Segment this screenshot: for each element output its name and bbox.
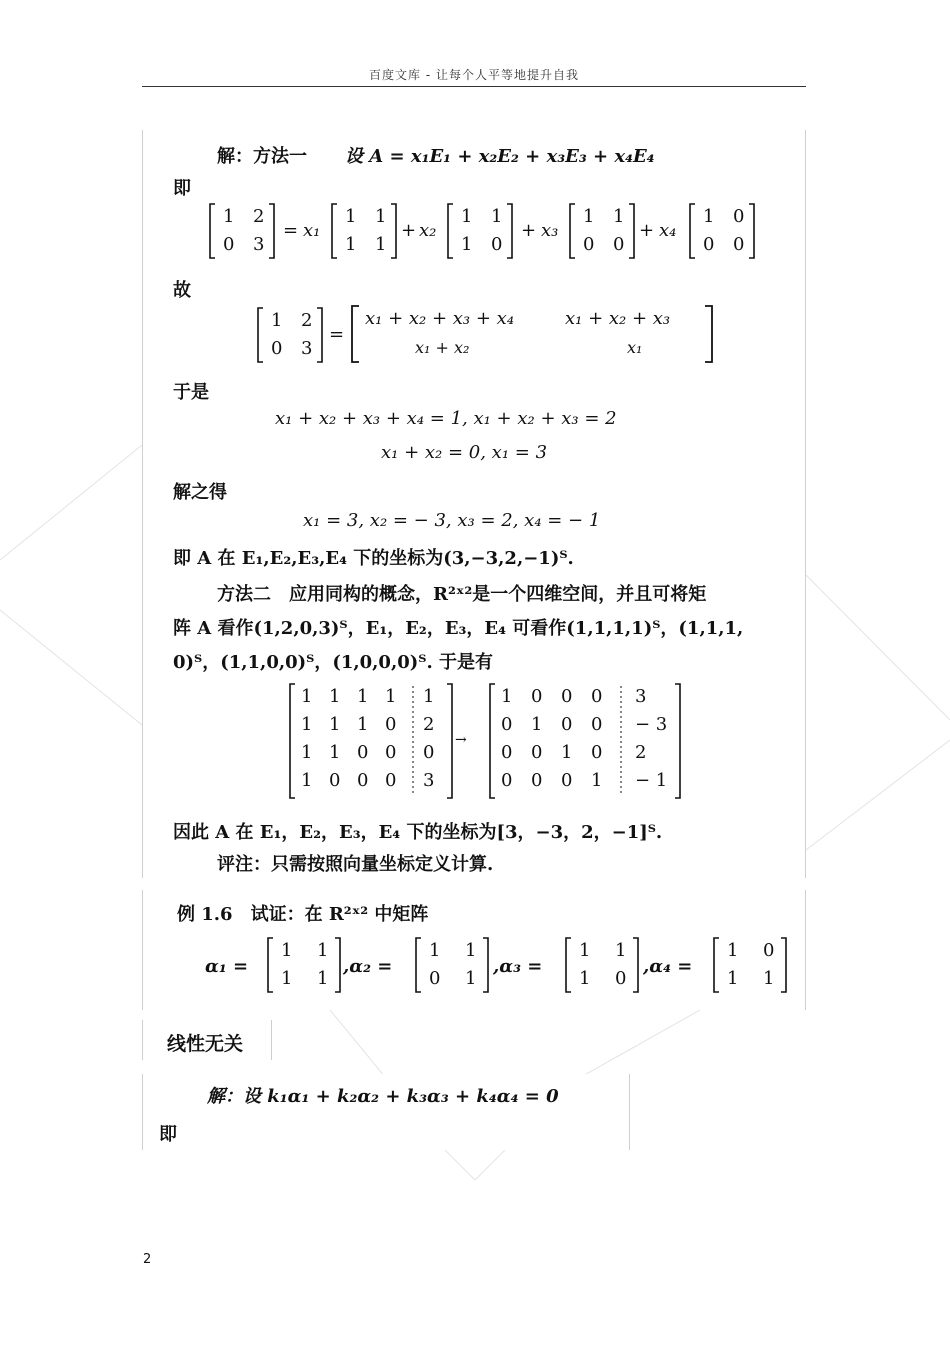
example-title: 例 1.6 试证：在 R²ˣ² 中矩阵	[177, 904, 429, 925]
matrix-cell: 0	[591, 714, 603, 735]
method2-line3: 0)ᵀ，(1,1,0,0)ᵀ，(1,0,0,0)ᵀ. 于是有	[173, 652, 493, 673]
matrix-cell: 0	[561, 714, 573, 735]
matrix-cell: 0	[385, 714, 397, 735]
matrix-e1: 1 1 1 1	[331, 202, 397, 264]
matrix-e4: 1 0 0 0	[689, 202, 755, 264]
method1-label: 解：方法一	[217, 146, 307, 167]
matrix-cell: 0	[501, 714, 513, 735]
ji-label: 即	[173, 178, 191, 199]
solution2-ji: 即	[159, 1124, 177, 1145]
augmented-matrix-right	[489, 682, 681, 804]
matrix-cell: 1	[591, 770, 603, 791]
matrix-cell: 1	[385, 686, 397, 707]
matrix-cell: 0	[531, 742, 543, 763]
alpha3-label: ,α₃ =	[493, 956, 543, 977]
linear-indep-text: 线性无关	[167, 1033, 244, 1055]
matrix-cell: 0	[423, 742, 435, 763]
matrix-cell: 3	[635, 686, 647, 707]
coords-result-1: 即 A 在 E₁,E₂,E₃,E₄ 下的坐标为(3,−3,2,−1)ᵀ.	[173, 548, 574, 569]
augmented-matrix-left	[289, 682, 453, 804]
matrix-cell: 1	[301, 770, 313, 791]
linear-indep-panel	[142, 1020, 272, 1060]
matrix-alpha4: 1 0 1 1	[713, 936, 787, 998]
matrix-cell: − 1	[635, 770, 668, 791]
matrix-alpha3: 1 1 1 0	[565, 936, 639, 998]
arrow-icon: →	[455, 732, 467, 748]
solution-panel: 解：方法一 设 A = x₁E₁ + x₂E₂ + x₃E₃ + x₄E₄ 即 1 2 0 3 = x₁ 1 1 1 1 + x₂ 1 1 1 0 + x₃ 1 1 0 0 + x₄ 1 0 0 0 故 1 2 0 3 = x₁ + x₂ + x₃ + x₄ x₁ + x₂ + x₃ x₁ + x₂ x₁ 于是 x₁ + x₂ + x₃ + x₄ = 1, x₁ + x₂ + x₃ = 2 x₁ + x₂ = 0, x₁ = 3 解之得 x₁ = 3, x₂ = − 3, x₃ = 2, x₄ = − 1 即 A 在 E₁,E₂,E₃,E₄ 下的坐标为(3,−3,2,−1)ᵀ. 方法二 应用同构的概念，R²ˣ²是一个四维空间，并且可将矩 阵 A 看作(1,2,0,3)ᵀ，E₁，E₂，E₃，E₄ 可看作(1,1,1,1)ᵀ，(1,1,1, 0)ᵀ，(1,1,0,0)ᵀ，(1,0,0,0)ᵀ. 于是有 1 1 1 1 1 1 1 1 0 2 1 1 0 0 0 1 0 0 0 3 → 1 0 0 0 3 0 1 0 0 − 3 0 0 1 0 2 0 0 0 1 − 1 因此 A 在 E₁，E₂，E₃，E₄ 下的坐标为[3，−3，2，−1]ᵀ. 评注：只需按照向量坐标定义计算.	[142, 130, 806, 878]
matrix-cell: 1	[329, 686, 341, 707]
matrix-cell: 0	[591, 742, 603, 763]
page-header: 百度文库 - 让每个人平等地提升自我	[369, 68, 579, 82]
matrix-cell: 1	[329, 714, 341, 735]
header-rule	[142, 86, 806, 87]
matrix-cell: 1	[301, 686, 313, 707]
matrix-cell: 0	[561, 686, 573, 707]
matrix-cell: 0	[531, 770, 543, 791]
matrix-cell: 0	[385, 770, 397, 791]
coef-x1: x₁	[303, 220, 321, 241]
matrix-cell: 1	[357, 686, 369, 707]
matrix-e2: 1 1 1 0	[447, 202, 513, 264]
remark: 评注：只需按照向量坐标定义计算.	[217, 854, 494, 875]
matrix-e3: 1 1 0 0	[569, 202, 635, 264]
solution-values: x₁ = 3, x₂ = − 3, x₃ = 2, x₄ = − 1	[303, 510, 601, 531]
matrix-a: 1 2 0 3	[209, 202, 275, 264]
yushi-label: 于是	[173, 382, 209, 403]
matrix-cell: 2	[423, 714, 435, 735]
matrix-cell: 1	[501, 686, 513, 707]
matrix-cell: 1	[561, 742, 573, 763]
coef-x3: x₃	[541, 220, 559, 241]
coef-x4: x₄	[659, 220, 677, 241]
matrix-alpha1: 1 1 1 1	[267, 936, 341, 998]
equals-sign: =	[283, 220, 299, 241]
method2-line1: 方法二 应用同构的概念，R²ˣ²是一个四维空间，并且可将矩	[217, 584, 707, 605]
page-number: 2	[143, 1252, 152, 1267]
method1-setup: 设 A = x₁E₁ + x₂E₂ + x₃E₃ + x₄E₄	[345, 146, 655, 167]
matrix-cell: 3	[423, 770, 435, 791]
equation-2: x₁ + x₂ = 0, x₁ = 3	[381, 442, 548, 463]
alpha1-label: α₁ =	[205, 956, 249, 977]
matrix-cell: 1	[301, 714, 313, 735]
matrix-cell: 0	[591, 686, 603, 707]
matrix-combined: x₁ + x₂ + x₃ + x₄ x₁ + x₂ + x₃ x₁ + x₂ x₁	[351, 304, 713, 368]
method2-line2: 阵 A 看作(1,2,0,3)ᵀ，E₁，E₂，E₃，E₄ 可看作(1,1,1,1)ᵀ，(1,1,1,	[173, 618, 744, 639]
matrix-cell: 0	[357, 742, 369, 763]
matrix-cell: 0	[501, 742, 513, 763]
alpha4-label: ,α₄ =	[643, 956, 693, 977]
matrix-alpha2: 1 1 0 1	[415, 936, 489, 998]
matrix-cell: 0	[385, 742, 397, 763]
matrix-cell: 1	[357, 714, 369, 735]
matrix-a-2: 1 2 0 3	[257, 306, 323, 368]
matrix-cell: 0	[329, 770, 341, 791]
matrix-cell: 1	[531, 714, 543, 735]
matrix-cell: 1	[329, 742, 341, 763]
matrix-cell: − 3	[635, 714, 668, 735]
gu-label: 故	[173, 280, 191, 301]
matrix-cell: 1	[301, 742, 313, 763]
matrix-cell: 0	[531, 686, 543, 707]
matrix-cell: 1	[423, 686, 435, 707]
equation-1: x₁ + x₂ + x₃ + x₄ = 1, x₁ + x₂ + x₃ = 2	[275, 408, 617, 429]
alpha2-label: ,α₂ =	[343, 956, 393, 977]
solution2-setup: 解：设 k₁α₁ + k₂α₂ + k₃α₃ + k₄α₄ = 0	[207, 1086, 559, 1107]
coords-result-2: 因此 A 在 E₁，E₂，E₃，E₄ 下的坐标为[3，−3，2，−1]ᵀ.	[173, 822, 663, 843]
example-panel	[142, 890, 806, 1010]
solution2-panel	[142, 1074, 630, 1150]
jiezhide-label: 解之得	[173, 482, 227, 503]
matrix-cell: 0	[501, 770, 513, 791]
matrix-cell: 2	[635, 742, 647, 763]
coef-x2: x₂	[419, 220, 437, 241]
matrix-cell: 0	[357, 770, 369, 791]
matrix-cell: 0	[561, 770, 573, 791]
